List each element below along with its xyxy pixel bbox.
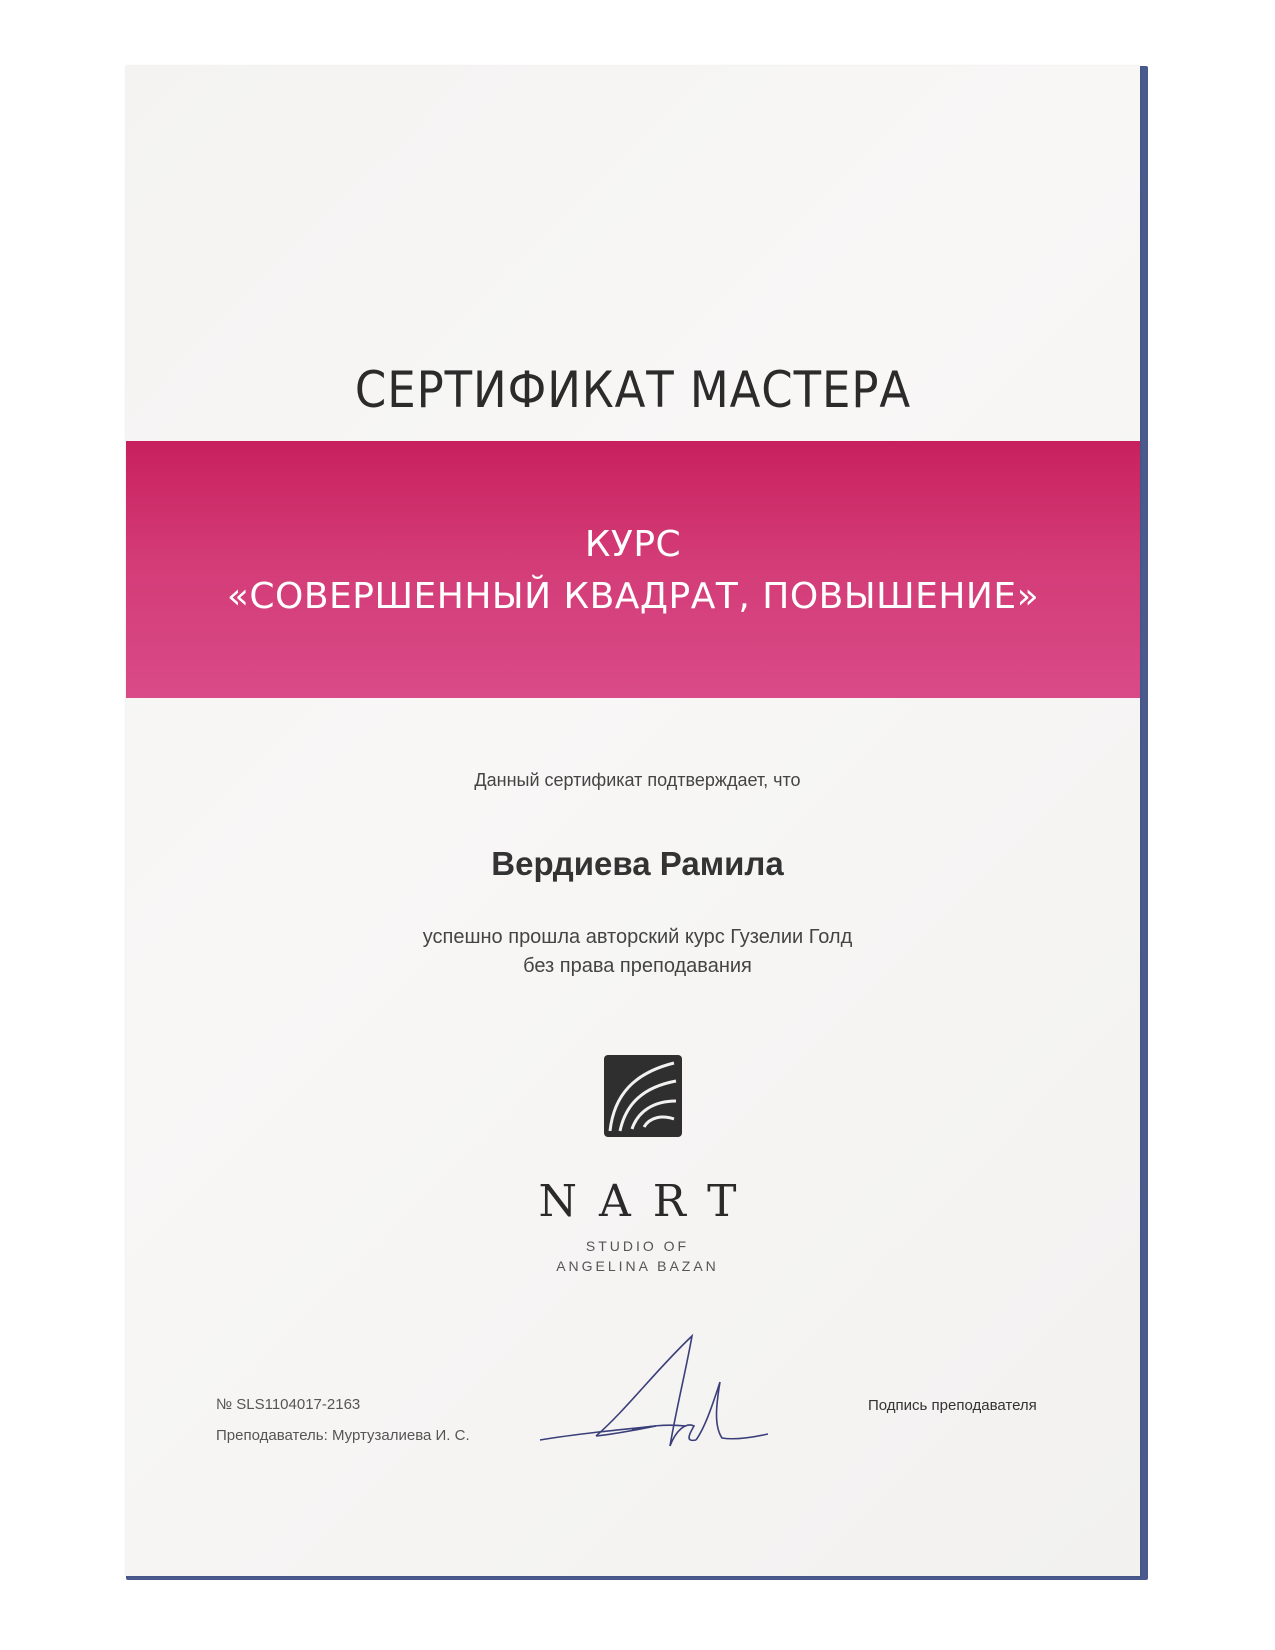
course-name: «СОВЕРШЕННЫЙ КВАДРАТ, ПОВЫШЕНИЕ» <box>226 576 1040 617</box>
teacher-name: Преподаватель: Муртузалиева И. С. <box>216 1427 470 1444</box>
recipient-name: Вердиева Рамила <box>491 845 784 882</box>
brand-subtitle-2: ANGELINA BAZAN <box>556 1258 719 1274</box>
confirm-text: Данный сертификат подтверждает, что <box>474 770 801 790</box>
course-label: КУРС <box>584 524 682 565</box>
certificate-number: № SLS1104017-2163 <box>216 1396 361 1413</box>
signature-label: Подпись преподавателя <box>868 1397 1037 1414</box>
brand-subtitle-1: STUDIO OF <box>585 1238 690 1254</box>
description-line-2: без права преподавания <box>523 955 752 977</box>
signature-icon <box>536 1330 776 1460</box>
brand-name: NART <box>538 1176 759 1227</box>
description-line-1: успешно прошла авторский курс Гузелии Голд <box>422 926 853 948</box>
course-band <box>126 441 1140 698</box>
certificate-title: СЕРТИФИКАТ МАСТЕРА <box>354 361 912 419</box>
nart-logo-icon <box>604 1055 682 1137</box>
